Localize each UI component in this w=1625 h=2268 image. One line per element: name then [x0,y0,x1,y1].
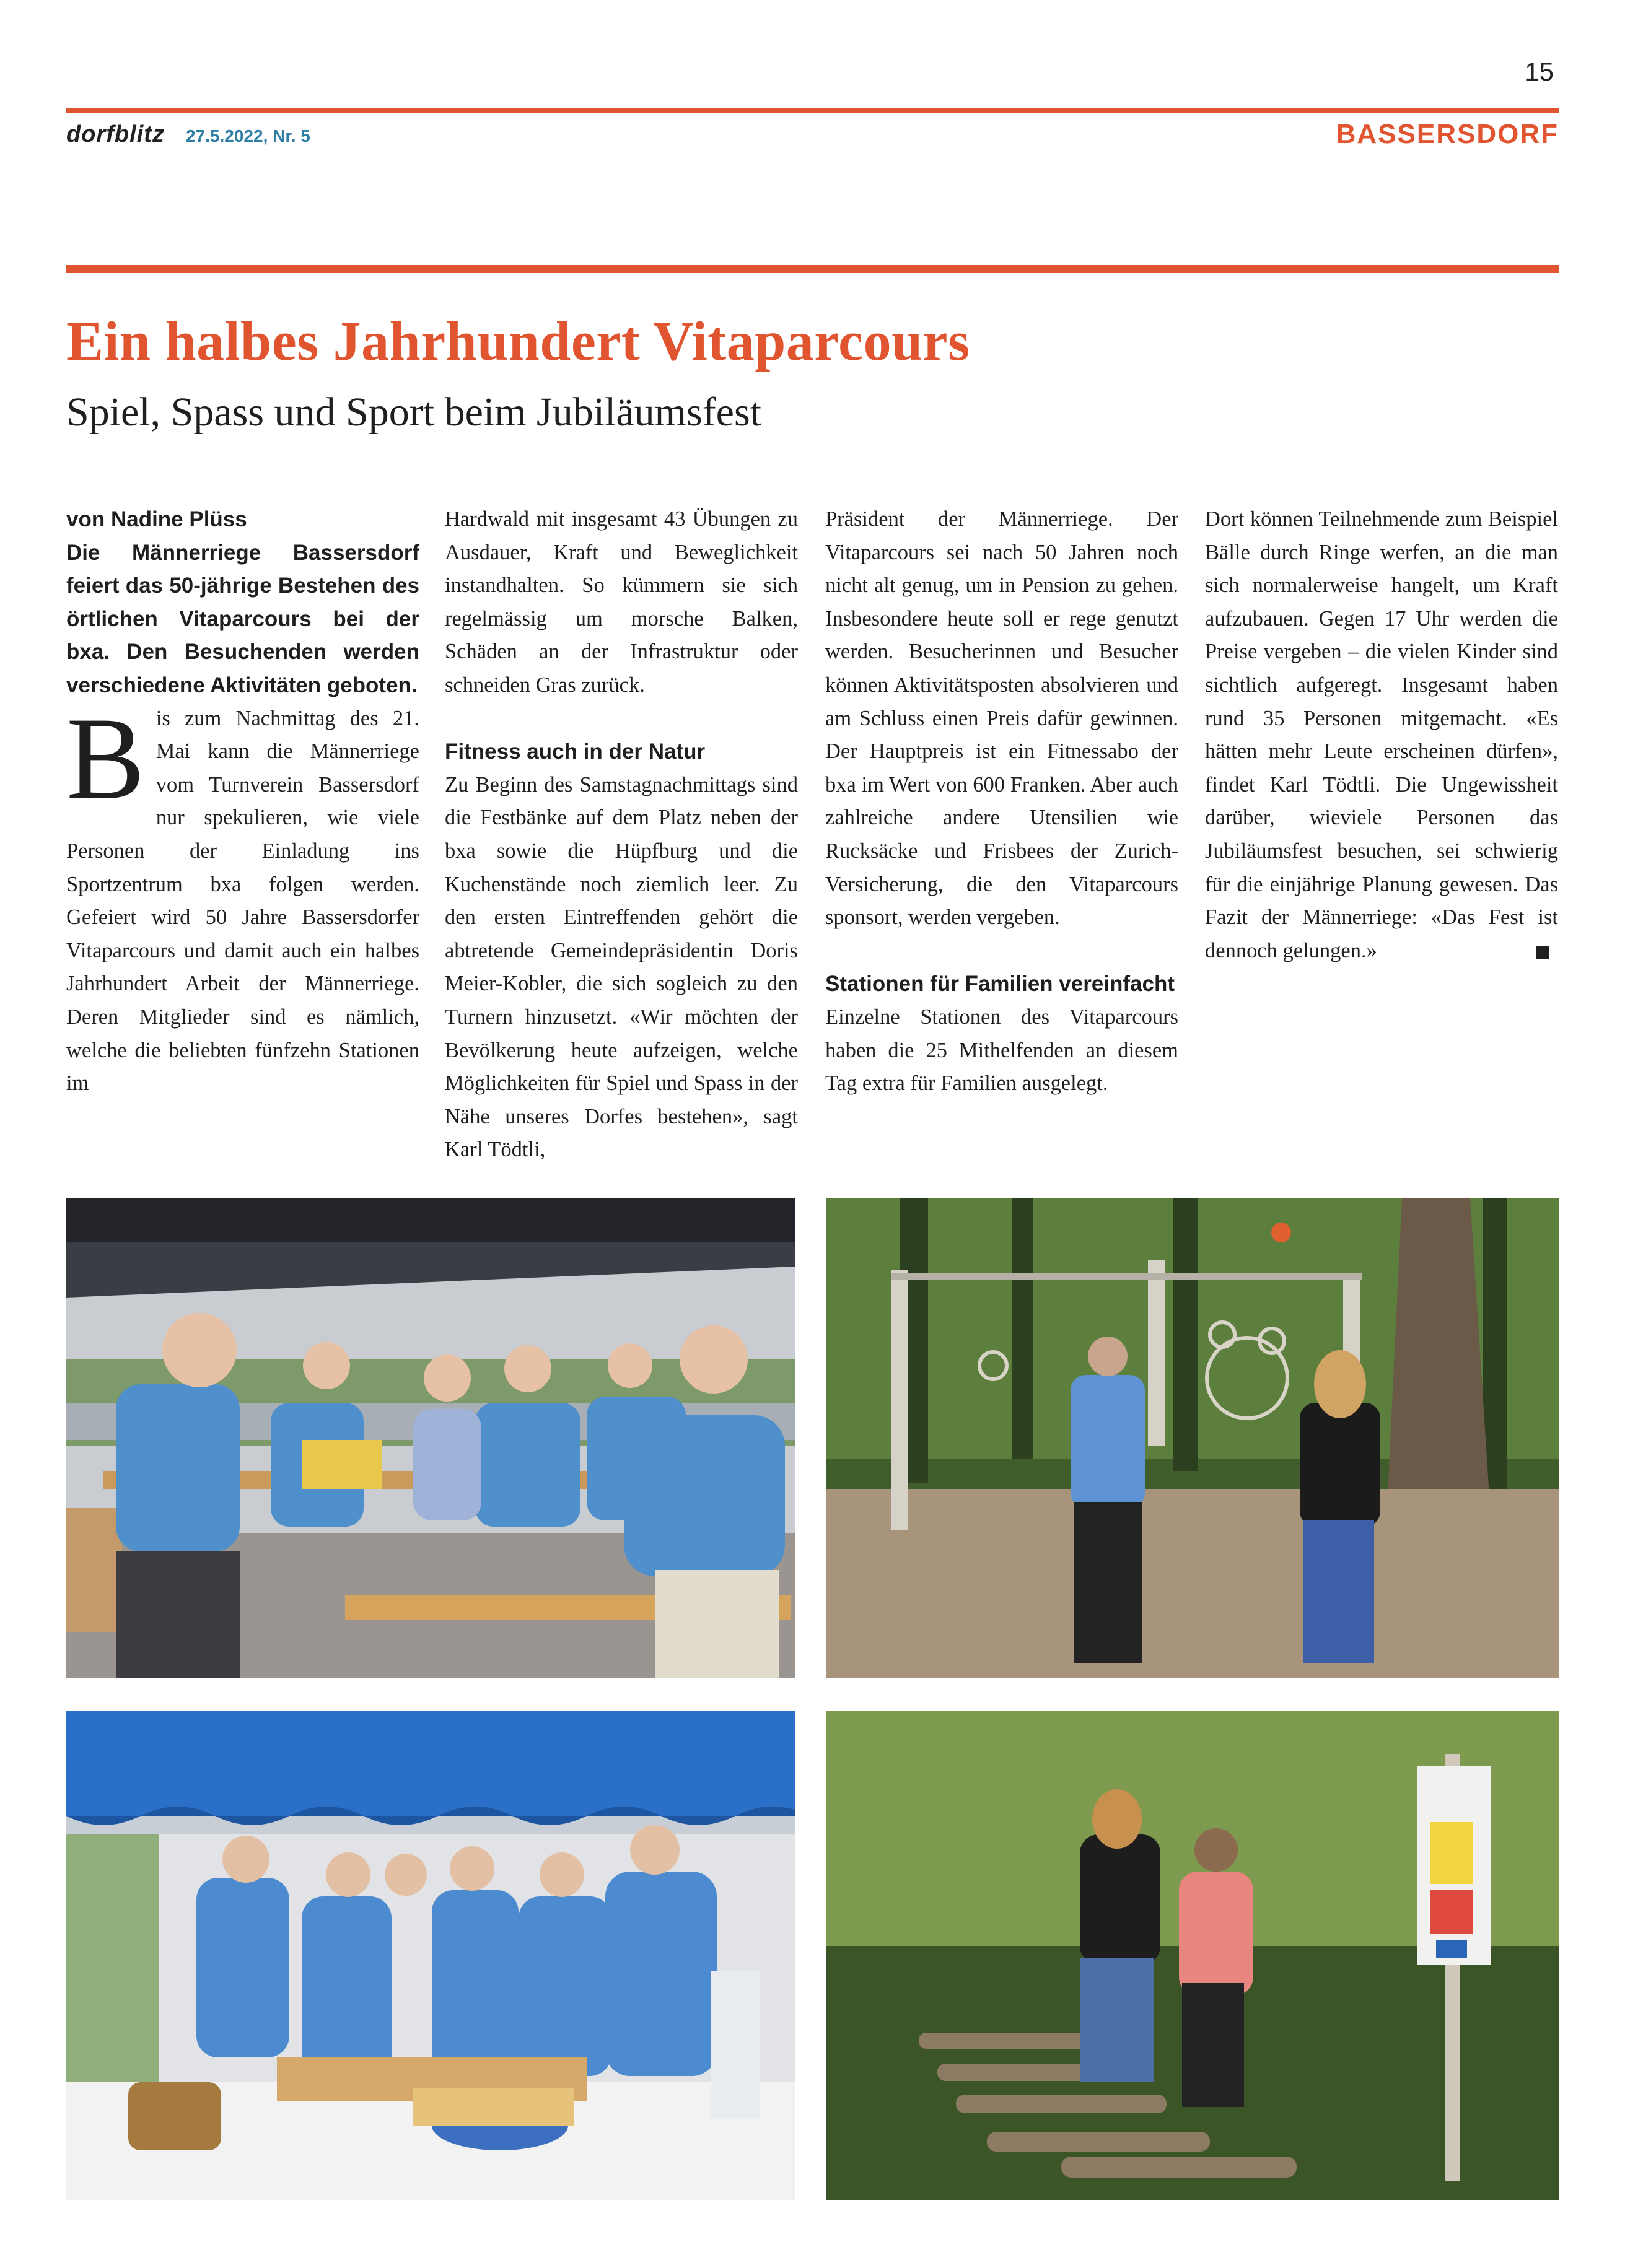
column-3 [825,503,1178,1101]
body-text: Zu Beginn des Samstagnachmittags sind die Festbänke auf dem Platz neben der bxa sowie die Hüpfburg und die Kuchenstände noch ziemlich leer. Zu den ersten Eintreffenden gehört die abtretende Gemeindepräsidentin Doris Meier-Kobler, die sich sogleich zu den Turnern hinzusetzt. «Wir möchten der Bevölkerung heute aufzeigen, welche Möglichkeiten für Spiel und Spass in der Nähe unseres Dorfes bestehen», sagt Karl Tödtli, [445,772,798,1162]
article-headline: Ein halbes Jahrhundert Vitaparcours [66,311,970,372]
section-heading-stationen: Stationen für Familien vereinfacht [825,972,1175,997]
section-label: BASSERSDORF [1336,119,1559,149]
body-text: Hardwald mit insgesamt 43 Übungen zu Ausdauer, Kraft und Beweglichkeit instandhalten. So kümmern sie sich regelmässig um morsche Balken, Schäden an der Infrastruktur oder schneiden Gras zurück. [445,507,798,697]
masthead-date: 27.5.2022, Nr. 5 [186,126,310,146]
photo-group-at-cake-stand [66,1711,795,2200]
column-2 [445,503,798,1167]
column-1 [66,503,419,1101]
paragraph-gap [825,935,1178,968]
paragraph-gap [445,702,798,736]
headline-rule [66,265,1559,273]
author-byline: von Nadine Plüss [66,507,247,531]
masthead-brand: dorfblitz [66,121,165,147]
column-4 [1205,503,1558,967]
article-subheadline: Spiel, Spass und Sport beim Jubiläumsfest [66,390,761,435]
page-number: 15 [1525,57,1554,86]
section-heading-fitness: Fitness auch in der Natur [445,739,706,764]
photo-men-at-table [66,1198,795,1678]
body-text: is zum Nachmittag des 21. Mai kann die Männerriege vom Turnverein Bassersdorf nur spekulieren, wie viele Personen der Einladung ins Sportzentrum bxa folgen werden. Gefeiert wird 50 Jahre Bassersdorfer Vitaparcours und damit auch ein halbes Jahrhundert Arbeit der Männerriege. Deren Mitglieder sind es nämlich, welche die beliebten fünfzehn Stationen im [66,706,419,1096]
body-text: Einzelne Stationen des Vitaparcours haben die 25 Mithelfenden an diesem Tag extra für Familien ausgelegt. [825,1005,1178,1096]
body-text: Dort können Teilnehmende zum Beispiel Bälle durch Ringe werfen, an die man sich normalerweise hangelt, um Kraft aufzubauen. Gegen 17 Uhr werden die Preise vergeben – die vielen Kinder sind sichtlich aufgeregt. Insgesamt haben rund 35 Personen mitgemacht. «Es hätten mehr Leute erscheinen dürfen», findet Karl Tödtli. Die Ungewissheit darüber, wieviele Personen das Jubiläumsfest besuchen, sei schwierig für die einjährige Planung gewesen. Das Fazit der Männerriege: «Das Fest ist dennoch gelungen.» ■ [1205,503,1558,967]
body-text: Präsident der Männerriege. Der Vitaparcours sei nach 50 Jahren noch nicht alt genug, um in Pension zu gehen. Insbesondere heute soll er rege genutzt werden. Besucherinnen und Besucher können Aktivitätsposten absolvieren und am Schluss einen Preis dafür gewinnen. Der Hauptpreis ist ein Fitnessabo der bxa im Wert von 600 Franken. Aber auch zahlreiche andere Utensilien wie Rucksäcke und Frisbees der Zurich-Versicherung, die den Vitaparcours sponsort, werden vergeben. [825,507,1178,930]
top-rule [66,108,1559,113]
photo-balance-beam-station [826,1711,1559,2200]
article-lead: Die Männerriege Bassersdorf feiert das 50-jährige Bestehen des örtlichen Vitaparcours bei der bxa. Den Besuchenden werden verschiedene Aktivitäten geboten. [66,540,419,697]
drop-cap: B [66,693,145,824]
body-paragraph-1 [66,693,419,1101]
end-of-article-mark: ■ [1534,940,1551,961]
photo-ring-station-forest [826,1198,1559,1678]
